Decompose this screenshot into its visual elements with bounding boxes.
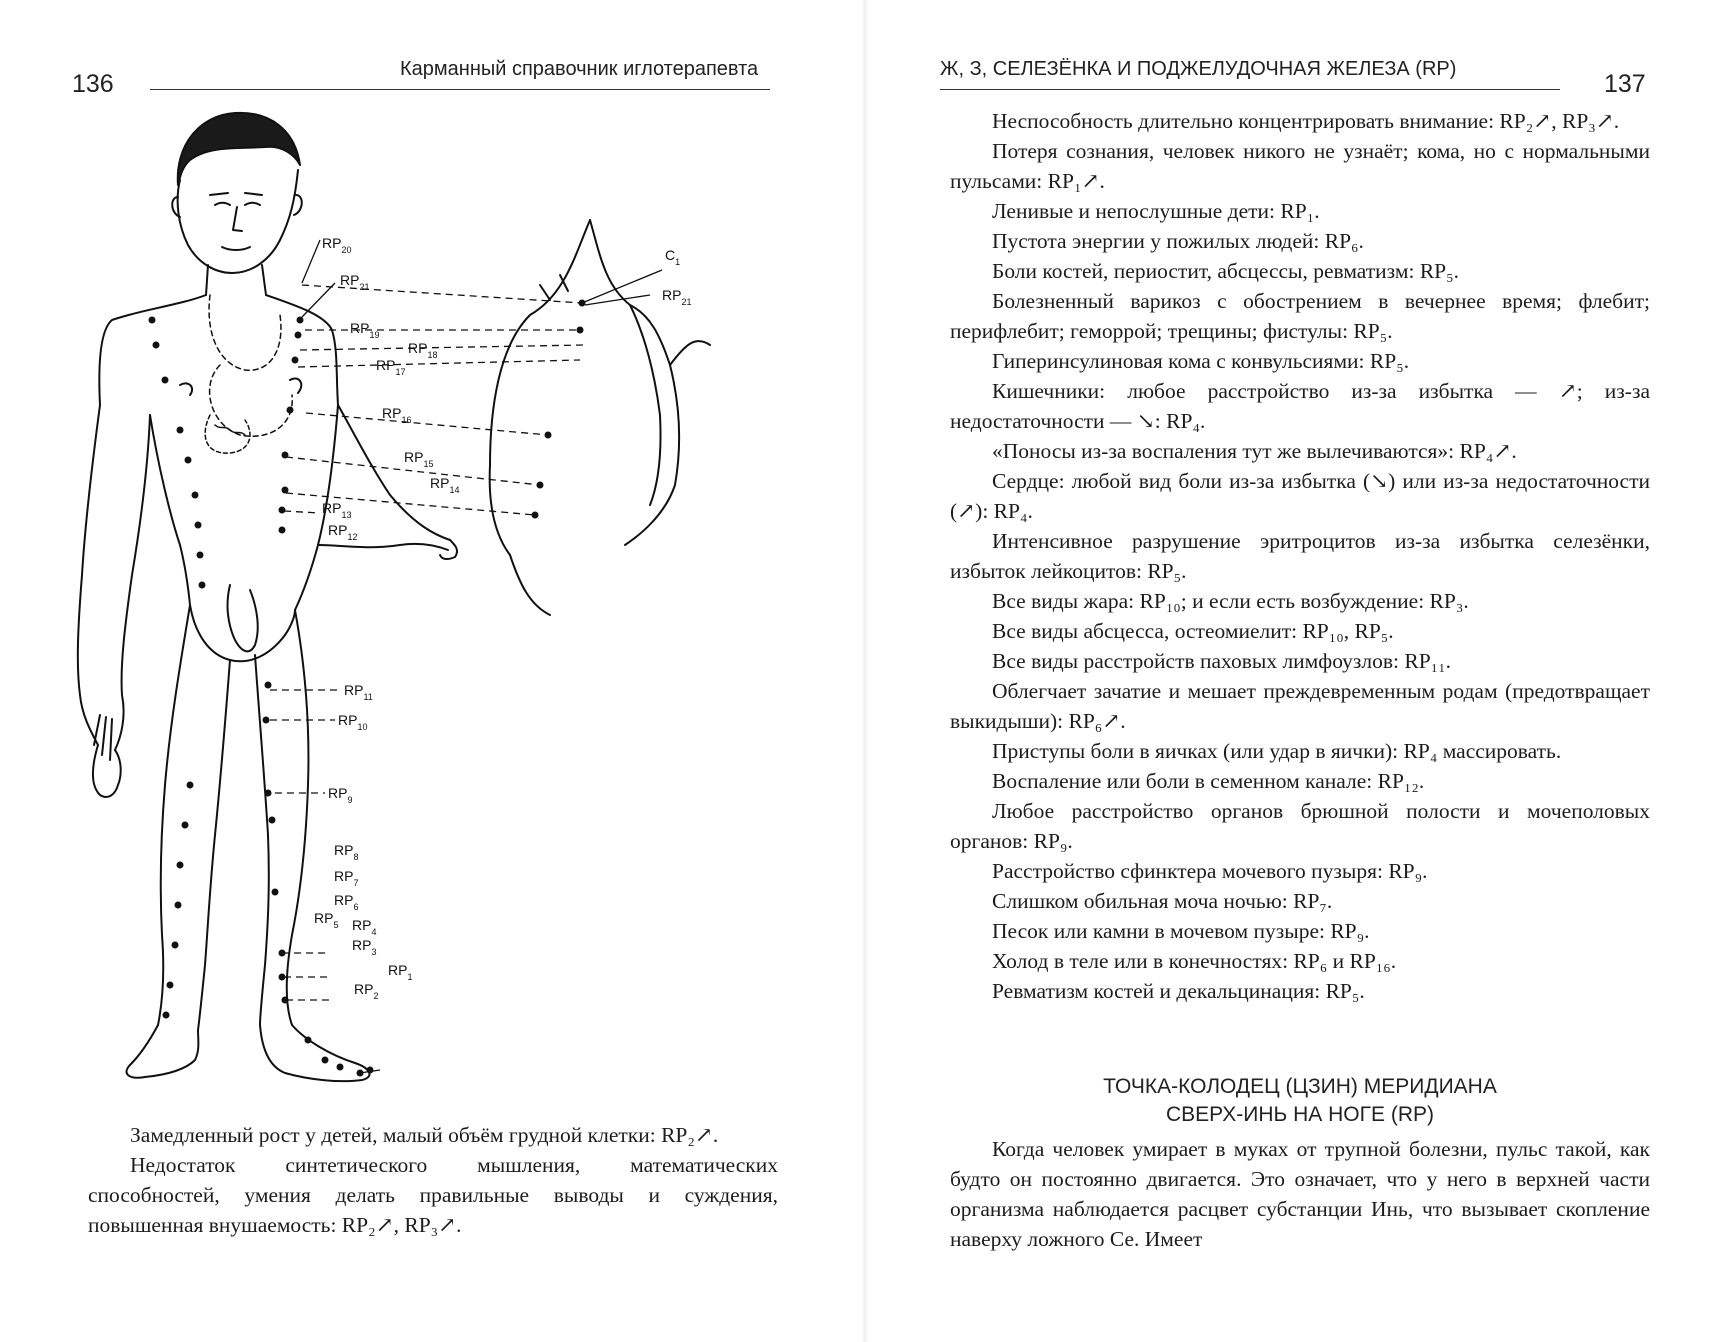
running-head-left: Карманный справочник иглотерапевта [400, 58, 759, 80]
header-rule-left [150, 89, 770, 90]
left-page-text [88, 1120, 778, 1240]
label-rp12: $RP_{12}$ [328, 522, 358, 542]
header-rule-right [940, 89, 1560, 90]
right-paragraph-22: Холод в теле или в конечностях: RP₆ и RP₁₆. [992, 949, 1397, 973]
label-c1: $C_1$ [665, 247, 681, 267]
label-rp18: $RP_{18}$ [408, 340, 438, 360]
right-page [866, 0, 1731, 1342]
right-paragraph-4: Пустота энергии у пожилых людей: RP₆. [992, 229, 1364, 253]
label-rp6: $RP_6$ [334, 892, 359, 912]
label-rp8: $RP_8$ [334, 842, 359, 862]
section-paragraph: Когда человек умирает в муках от трупной болезни, пульс такой, как будто он постоянно двигается. Это означает, что у него в верхней части организма наблюдается расцвет субстанции Инь, что вызывает скопление наверху ложного Се. Имеет [950, 1137, 1650, 1251]
right-paragraph-5: Боли костей, периостит, абсцессы, ревматизм: RP₅. [992, 259, 1459, 283]
label-rp10: $RP_{10}$ [338, 712, 368, 732]
label-rp14: $RP_{14}$ [430, 475, 460, 495]
right-paragraph-1: Неспособность длительно концентрировать внимание: RP₂↗, RP₃↗. [992, 109, 1620, 133]
label-rp17: $RP_{17}$ [376, 357, 406, 377]
label-rp11: $RP_{11}$ [344, 682, 373, 702]
right-paragraph-10: Сердце: любой вид боли из-за избытка (↘) или из-за недостаточности (↗): RP₄. [950, 469, 1650, 523]
section-body [950, 1134, 1650, 1254]
right-paragraph-2: Потеря сознания, человек никого не узнаёт; кома, но с нормальными пульсами: RP₁↗. [950, 139, 1650, 193]
label-rp5: $RP_5$ [314, 910, 339, 930]
label-rp21-side: $RP_{21}$ [662, 287, 692, 307]
label-rp4: $RP_4$ [352, 917, 377, 937]
acupuncture-body-figure [70, 105, 810, 1115]
label-rp21: $RP_{21}$ [340, 272, 370, 292]
meridian-diagram [70, 105, 810, 1115]
left-paragraph-1: Замедленный рост у детей, малый объём грудной клетки: RP₂↗. [130, 1123, 719, 1147]
label-rp20: $RP_{20}$ [322, 235, 352, 255]
right-paragraph-21: Песок или камни в мочевом пузыре: RP₉. [992, 919, 1370, 943]
section-heading [950, 1073, 1650, 1129]
section-heading-line-1: ТОЧКА-КОЛОДЕЦ (ЦЗИН) МЕРИДИАНА [1103, 1075, 1497, 1098]
right-paragraph-14: Все виды расстройств паховых лимфоузлов: RP₁₁. [992, 649, 1452, 673]
label-rp19: $RP_{19}$ [350, 320, 380, 340]
right-paragraph-12: Все виды жара: RP₁₀; и если есть возбуждение: RP₃. [992, 589, 1469, 613]
right-paragraph-3: Ленивые и непослушные дети: RP₁. [992, 199, 1320, 223]
label-rp7: $RP_7$ [334, 868, 359, 888]
right-paragraph-16: Приступы боли в яичках (или удар в яички): RP₄ массировать. [992, 739, 1562, 763]
right-paragraph-6: Болезненный варикоз с обострением в вечернее время; флебит; перифлебит; геморрой; трещины; фистулы: RP₅. [950, 289, 1650, 343]
right-paragraph-15: Облегчает зачатие и мешает преждевременным родам (предотвращает выкидыши): RP₆↗. [950, 679, 1650, 733]
right-paragraph-17: Воспаление или боли в семенном канале: RP₁₂. [992, 769, 1425, 793]
page-number-left: 136 [72, 70, 114, 98]
right-paragraph-7: Гиперинсулиновая кома с конвульсиями: RP₅. [992, 349, 1410, 373]
label-rp1: $RP_1$ [388, 962, 413, 982]
right-paragraph-20: Слишком обильная моча ночью: RP₇. [992, 889, 1333, 913]
section-heading-line-2: СВЕРХ-ИНЬ НА НОГЕ (RP) [1166, 1103, 1434, 1126]
right-paragraph-8: Кишечники: любое расстройство из-за избытка — ↗; из-за недостаточности — ↘: RP₄. [950, 379, 1650, 433]
label-rp3: $RP_3$ [352, 937, 377, 957]
label-rp16: $RP_{16}$ [382, 405, 412, 425]
right-paragraph-11: Интенсивное разрушение эритроцитов из-за избытка селезёнки, избыток лейкоцитов: RP₅. [950, 529, 1650, 583]
label-rp2: $RP_2$ [354, 981, 379, 1001]
page-number-right: 137 [1604, 70, 1646, 98]
right-paragraph-23: Ревматизм костей и декальцинация: RP₅. [992, 979, 1365, 1003]
left-page [0, 0, 865, 1342]
label-rp9: $RP_9$ [328, 785, 353, 805]
right-paragraph-13: Все виды абсцесса, остеомиелит: RP₁₀, RP₅. [992, 619, 1394, 643]
right-paragraph-19: Расстройство сфинктера мочевого пузыря: RP₉. [992, 859, 1428, 883]
right-page-text [950, 106, 1650, 1006]
label-rp13: $RP_{13}$ [322, 500, 352, 520]
running-head-right: Ж, З, СЕЛЕЗЁНКА И ПОДЖЕЛУДОЧНАЯ ЖЕЛЕЗА (RP) [940, 58, 1457, 80]
left-paragraph-2: Недостаток синтетического мышления, математических способностей, умения делать правильные выводы и суждения, повышенная внушаемость: RP₂↗, RP₃↗. [88, 1153, 778, 1237]
right-paragraph-9: «Поносы из-за воспаления тут же вылечиваются»: RP₄↗. [992, 439, 1517, 463]
label-rp15: $RP_{15}$ [404, 449, 434, 469]
right-paragraph-18: Любое расстройство органов брюшной полости и мочеполовых органов: RP₉. [950, 799, 1650, 853]
